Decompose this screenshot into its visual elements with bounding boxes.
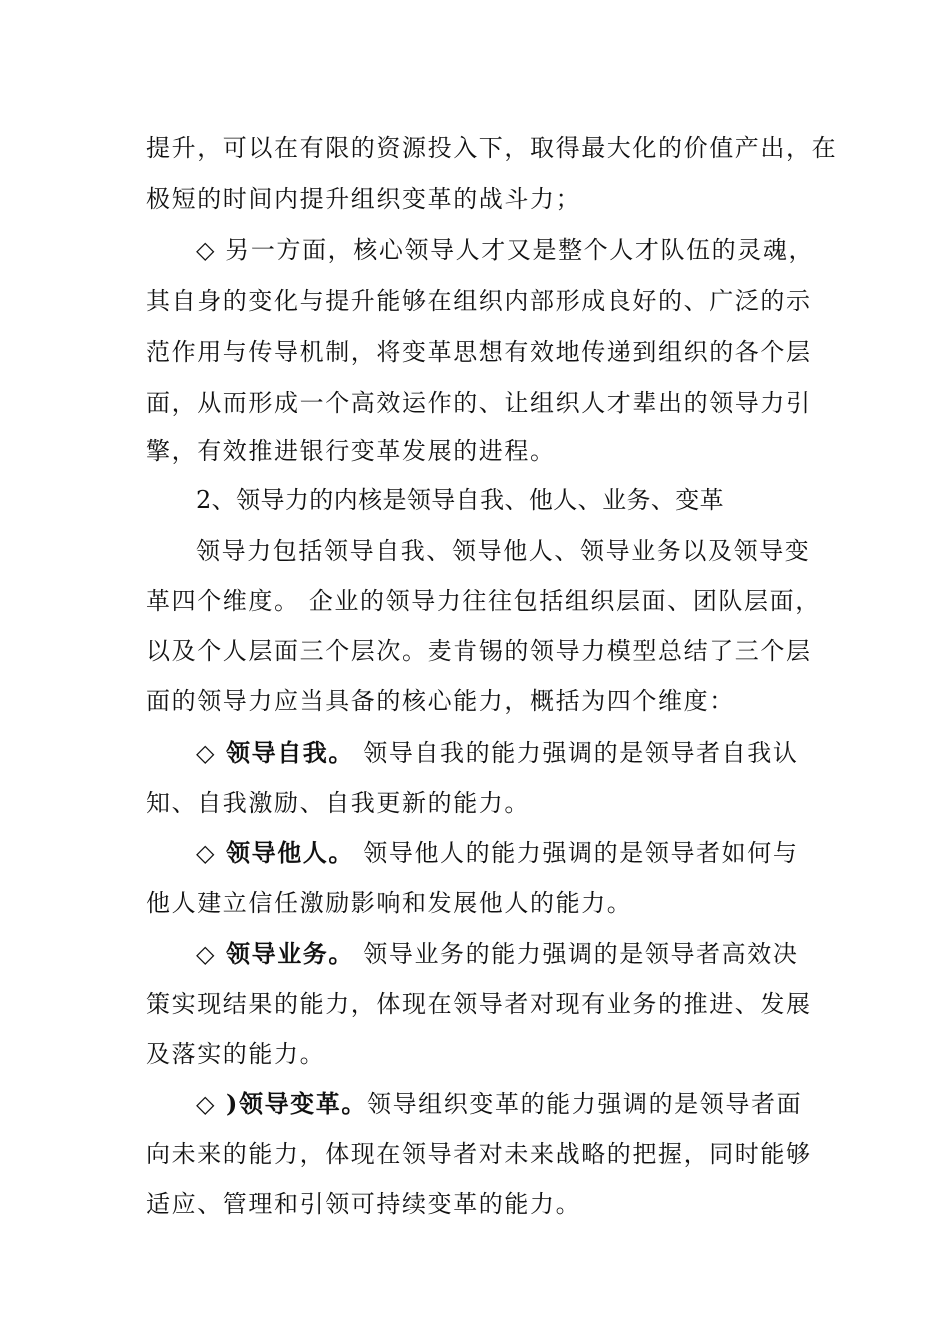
body-line: 面的领导力应当具备的核心能力，概括为四个维度： [146, 687, 735, 715]
body-line: 适应、管理和引领可持续变革的能力。 [146, 1190, 582, 1218]
body-line: 他人建立信任激励影响和发展他人的能力。 [146, 889, 633, 917]
bullet-text: 领导组织变革的能力强调的是领导者面 [366, 1090, 803, 1118]
bullet-heading: ◇ 领导他人。 [196, 838, 355, 867]
body-line: 极短的时间内提升组织变革的战斗力； [146, 185, 582, 213]
bullet-text: 领导业务的能力强调的是领导者高效决 [354, 940, 799, 968]
bullet-item [196, 733, 816, 773]
bullet-heading: ◇ )领导变革。 [196, 1089, 367, 1118]
bullet-heading: ◇ 领导自我。 [196, 738, 355, 767]
body-line: 面，从而形成一个高效运作的、让组织人才辈出的领导力引 [146, 389, 812, 417]
bullet-text: 领导他人的能力强调的是领导者如何与 [354, 839, 799, 867]
paragraph-first-line: 领导力包括领导自我、领导他人、领导业务以及领导变 [196, 537, 811, 565]
section-heading: 2、领导力的内核是领导自我、他人、业务、变革 [196, 486, 725, 514]
bullet-item [196, 833, 816, 873]
body-line: 革四个维度。 企业的领导力往往包括组织层面、团队层面， [146, 587, 821, 615]
body-line: 策实现结果的能力，体现在领导者对现有业务的推进、发展 [146, 990, 812, 1018]
bullet-item [196, 934, 816, 974]
body-line: 其自身的变化与提升能够在组织内部形成良好的、广泛的示 [146, 287, 812, 315]
bullet-text: 领导自我的能力强调的是领导者自我认 [354, 739, 799, 767]
body-line: 范作用与传导机制，将变革思想有效地传递到组织的各个层 [146, 338, 812, 366]
bullet-heading: ◇ 领导业务。 [196, 939, 355, 968]
body-line: 及落实的能力。 [146, 1040, 326, 1068]
body-line: 擎，有效推进银行变革发展的进程。 [146, 437, 556, 465]
body-line: 知、自我激励、自我更新的能力。 [146, 789, 530, 817]
bullet-paragraph-line: ◇ 另一方面，核心领导人才又是整个人才队伍的灵魂， [196, 236, 815, 264]
body-line: 以及个人层面三个层次。麦肯锡的领导力模型总结了三个层 [146, 637, 812, 665]
body-line: 向未来的能力，体现在领导者对未来战略的把握，同时能够 [146, 1140, 812, 1168]
bullet-item [196, 1084, 816, 1124]
body-line: 提升，可以在有限的资源投入下，取得最大化的价值产出，在 [146, 134, 838, 162]
